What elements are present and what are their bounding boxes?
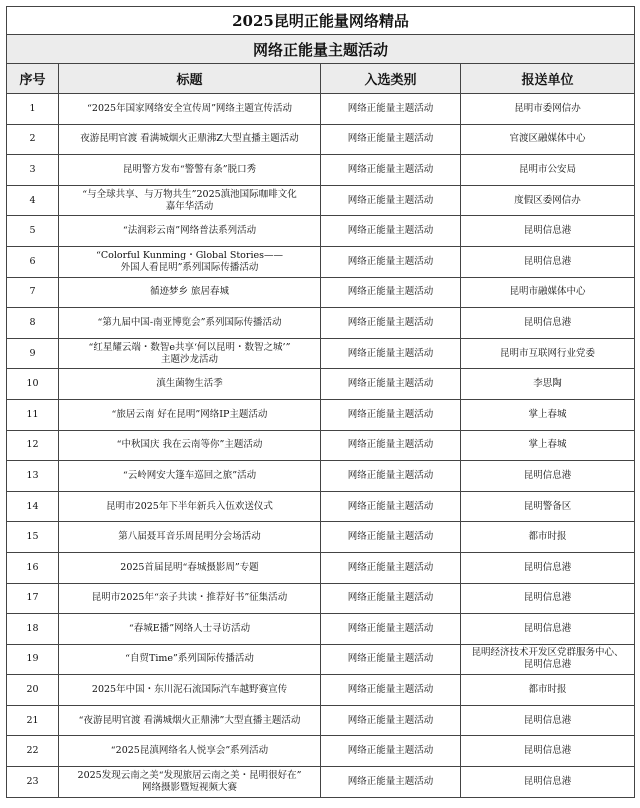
activity-table	[6, 6, 635, 798]
table-row	[7, 277, 635, 308]
row-category: 网络正能量主题活动	[321, 767, 461, 798]
row-unit: 度假区委网信办	[461, 185, 635, 216]
row-title: 2025发现云南之美“发现旅居云南之美・昆明很好在” 网络摄影暨短视频大赛	[59, 767, 321, 798]
row-category: 网络正能量主题活动	[321, 430, 461, 461]
row-category: 网络正能量主题活动	[321, 736, 461, 767]
row-number: 7	[7, 277, 59, 308]
table-row	[7, 614, 635, 645]
row-number: 16	[7, 552, 59, 583]
row-number: 4	[7, 185, 59, 216]
row-category: 网络正能量主题活动	[321, 614, 461, 645]
row-unit: 昆明信息港	[461, 246, 635, 277]
row-title: 循迹梦乡 旅居春城	[59, 277, 321, 308]
column-header-row	[7, 64, 635, 94]
table-row	[7, 675, 635, 706]
row-title: “第九届中国-南亚博览会”系列国际传播活动	[59, 308, 321, 339]
row-unit: 昆明市公安局	[461, 155, 635, 186]
row-number: 9	[7, 338, 59, 369]
row-category: 网络正能量主题活动	[321, 308, 461, 339]
table-row	[7, 522, 635, 553]
row-category: 网络正能量主题活动	[321, 94, 461, 125]
table-row	[7, 338, 635, 369]
row-number: 2	[7, 124, 59, 155]
row-unit: 昆明警备区	[461, 491, 635, 522]
row-unit: 官渡区融媒体中心	[461, 124, 635, 155]
row-category: 网络正能量主题活动	[321, 216, 461, 247]
table-body	[7, 94, 635, 798]
row-unit: 掌上春城	[461, 430, 635, 461]
header-unit: 报送单位	[461, 64, 635, 94]
row-unit: 昆明市委网信办	[461, 94, 635, 125]
row-number: 18	[7, 614, 59, 645]
subtitle-row	[7, 35, 635, 64]
row-category: 网络正能量主题活动	[321, 277, 461, 308]
row-category: 网络正能量主题活动	[321, 461, 461, 492]
row-title: “2025年国家网络安全宣传周”网络主题宣传活动	[59, 94, 321, 125]
row-number: 10	[7, 369, 59, 400]
row-category: 网络正能量主题活动	[321, 675, 461, 706]
row-category: 网络正能量主题活动	[321, 705, 461, 736]
row-category: 网络正能量主题活动	[321, 246, 461, 277]
table-row	[7, 705, 635, 736]
row-title: “夜游昆明官渡 看满城烟火正鼎沸”大型直播主题活动	[59, 705, 321, 736]
row-category: 网络正能量主题活动	[321, 399, 461, 430]
table-row	[7, 767, 635, 798]
row-title: “与全球共享、与万物共生”2025滇池国际咖啡文化 嘉年华活动	[59, 185, 321, 216]
table-row	[7, 155, 635, 186]
row-number: 17	[7, 583, 59, 614]
row-title: “法润彩云南”网络普法系列活动	[59, 216, 321, 247]
table-row	[7, 552, 635, 583]
row-title: “自贸Time”系列国际传播活动	[59, 644, 321, 675]
row-number: 14	[7, 491, 59, 522]
table-row	[7, 644, 635, 675]
row-unit: 昆明市互联网行业党委	[461, 338, 635, 369]
row-unit: 昆明信息港	[461, 552, 635, 583]
row-unit: 掌上春城	[461, 399, 635, 430]
row-title: “中秋国庆 我在云南等你”主题活动	[59, 430, 321, 461]
header-no: 序号	[7, 64, 59, 94]
row-unit: 昆明信息港	[461, 614, 635, 645]
row-number: 21	[7, 705, 59, 736]
row-title: “Colorful Kunming・Global Stories—— 外国人看昆明”系列国际传播活动	[59, 246, 321, 277]
row-title: “旅居云南 好在昆明”网络IP主题活动	[59, 399, 321, 430]
row-title: “春城E播”网络人士寻访活动	[59, 614, 321, 645]
row-unit: 昆明信息港	[461, 705, 635, 736]
row-number: 15	[7, 522, 59, 553]
table-row	[7, 308, 635, 339]
table-row	[7, 94, 635, 125]
row-unit: 昆明信息港	[461, 461, 635, 492]
row-number: 3	[7, 155, 59, 186]
row-unit: 都市时报	[461, 522, 635, 553]
table-row	[7, 216, 635, 247]
row-number: 22	[7, 736, 59, 767]
row-category: 网络正能量主题活动	[321, 369, 461, 400]
row-title: “2025昆滇网络名人悦享会”系列活动	[59, 736, 321, 767]
row-unit: 李思陶	[461, 369, 635, 400]
row-number: 8	[7, 308, 59, 339]
header-title: 标题	[59, 64, 321, 94]
row-number: 20	[7, 675, 59, 706]
row-category: 网络正能量主题活动	[321, 155, 461, 186]
row-category: 网络正能量主题活动	[321, 522, 461, 553]
table-row	[7, 583, 635, 614]
table-row	[7, 399, 635, 430]
table-row	[7, 736, 635, 767]
row-title: 滇生菌物生活季	[59, 369, 321, 400]
row-title: 第八届聂耳音乐周昆明分会场活动	[59, 522, 321, 553]
row-title: “云岭网安大篷车巡回之旅”活动	[59, 461, 321, 492]
table-row	[7, 185, 635, 216]
row-title: 昆明市2025年下半年新兵入伍欢送仪式	[59, 491, 321, 522]
document-title: 2025昆明正能量网络精品	[7, 7, 635, 35]
table-row	[7, 246, 635, 277]
row-number: 12	[7, 430, 59, 461]
table-row	[7, 124, 635, 155]
row-number: 5	[7, 216, 59, 247]
row-category: 网络正能量主题活动	[321, 552, 461, 583]
row-unit: 昆明经济技术开发区党群服务中心、 昆明信息港	[461, 644, 635, 675]
row-number: 19	[7, 644, 59, 675]
row-title: 昆明市2025年“亲子共读・推荐好书”征集活动	[59, 583, 321, 614]
table-row	[7, 491, 635, 522]
row-title: 2025年中国・东川泥石流国际汽车越野赛宣传	[59, 675, 321, 706]
row-category: 网络正能量主题活动	[321, 338, 461, 369]
row-category: 网络正能量主题活动	[321, 185, 461, 216]
row-unit: 昆明信息港	[461, 216, 635, 247]
header-category: 入选类别	[321, 64, 461, 94]
row-unit: 昆明信息港	[461, 736, 635, 767]
row-number: 13	[7, 461, 59, 492]
row-unit: 昆明信息港	[461, 583, 635, 614]
document-subtitle: 网络正能量主题活动	[7, 35, 635, 64]
row-category: 网络正能量主题活动	[321, 644, 461, 675]
row-title: 2025首届昆明“春城摄影周”专题	[59, 552, 321, 583]
table-row	[7, 430, 635, 461]
row-category: 网络正能量主题活动	[321, 583, 461, 614]
row-title: 夜游昆明官渡 看满城烟火正鼎沸Z大型直播主题活动	[59, 124, 321, 155]
row-unit: 昆明信息港	[461, 308, 635, 339]
row-number: 23	[7, 767, 59, 798]
row-category: 网络正能量主题活动	[321, 491, 461, 522]
row-title: “红星耀云端・数智e共享‘何以昆明・数智之城’” 主题沙龙活动	[59, 338, 321, 369]
row-unit: 都市时报	[461, 675, 635, 706]
row-title: 昆明警方发布“警警有条”脱口秀	[59, 155, 321, 186]
row-unit: 昆明信息港	[461, 767, 635, 798]
table-row	[7, 369, 635, 400]
title-row	[7, 7, 635, 35]
row-number: 6	[7, 246, 59, 277]
row-unit: 昆明市融媒体中心	[461, 277, 635, 308]
table-row	[7, 461, 635, 492]
row-number: 1	[7, 94, 59, 125]
row-number: 11	[7, 399, 59, 430]
row-category: 网络正能量主题活动	[321, 124, 461, 155]
